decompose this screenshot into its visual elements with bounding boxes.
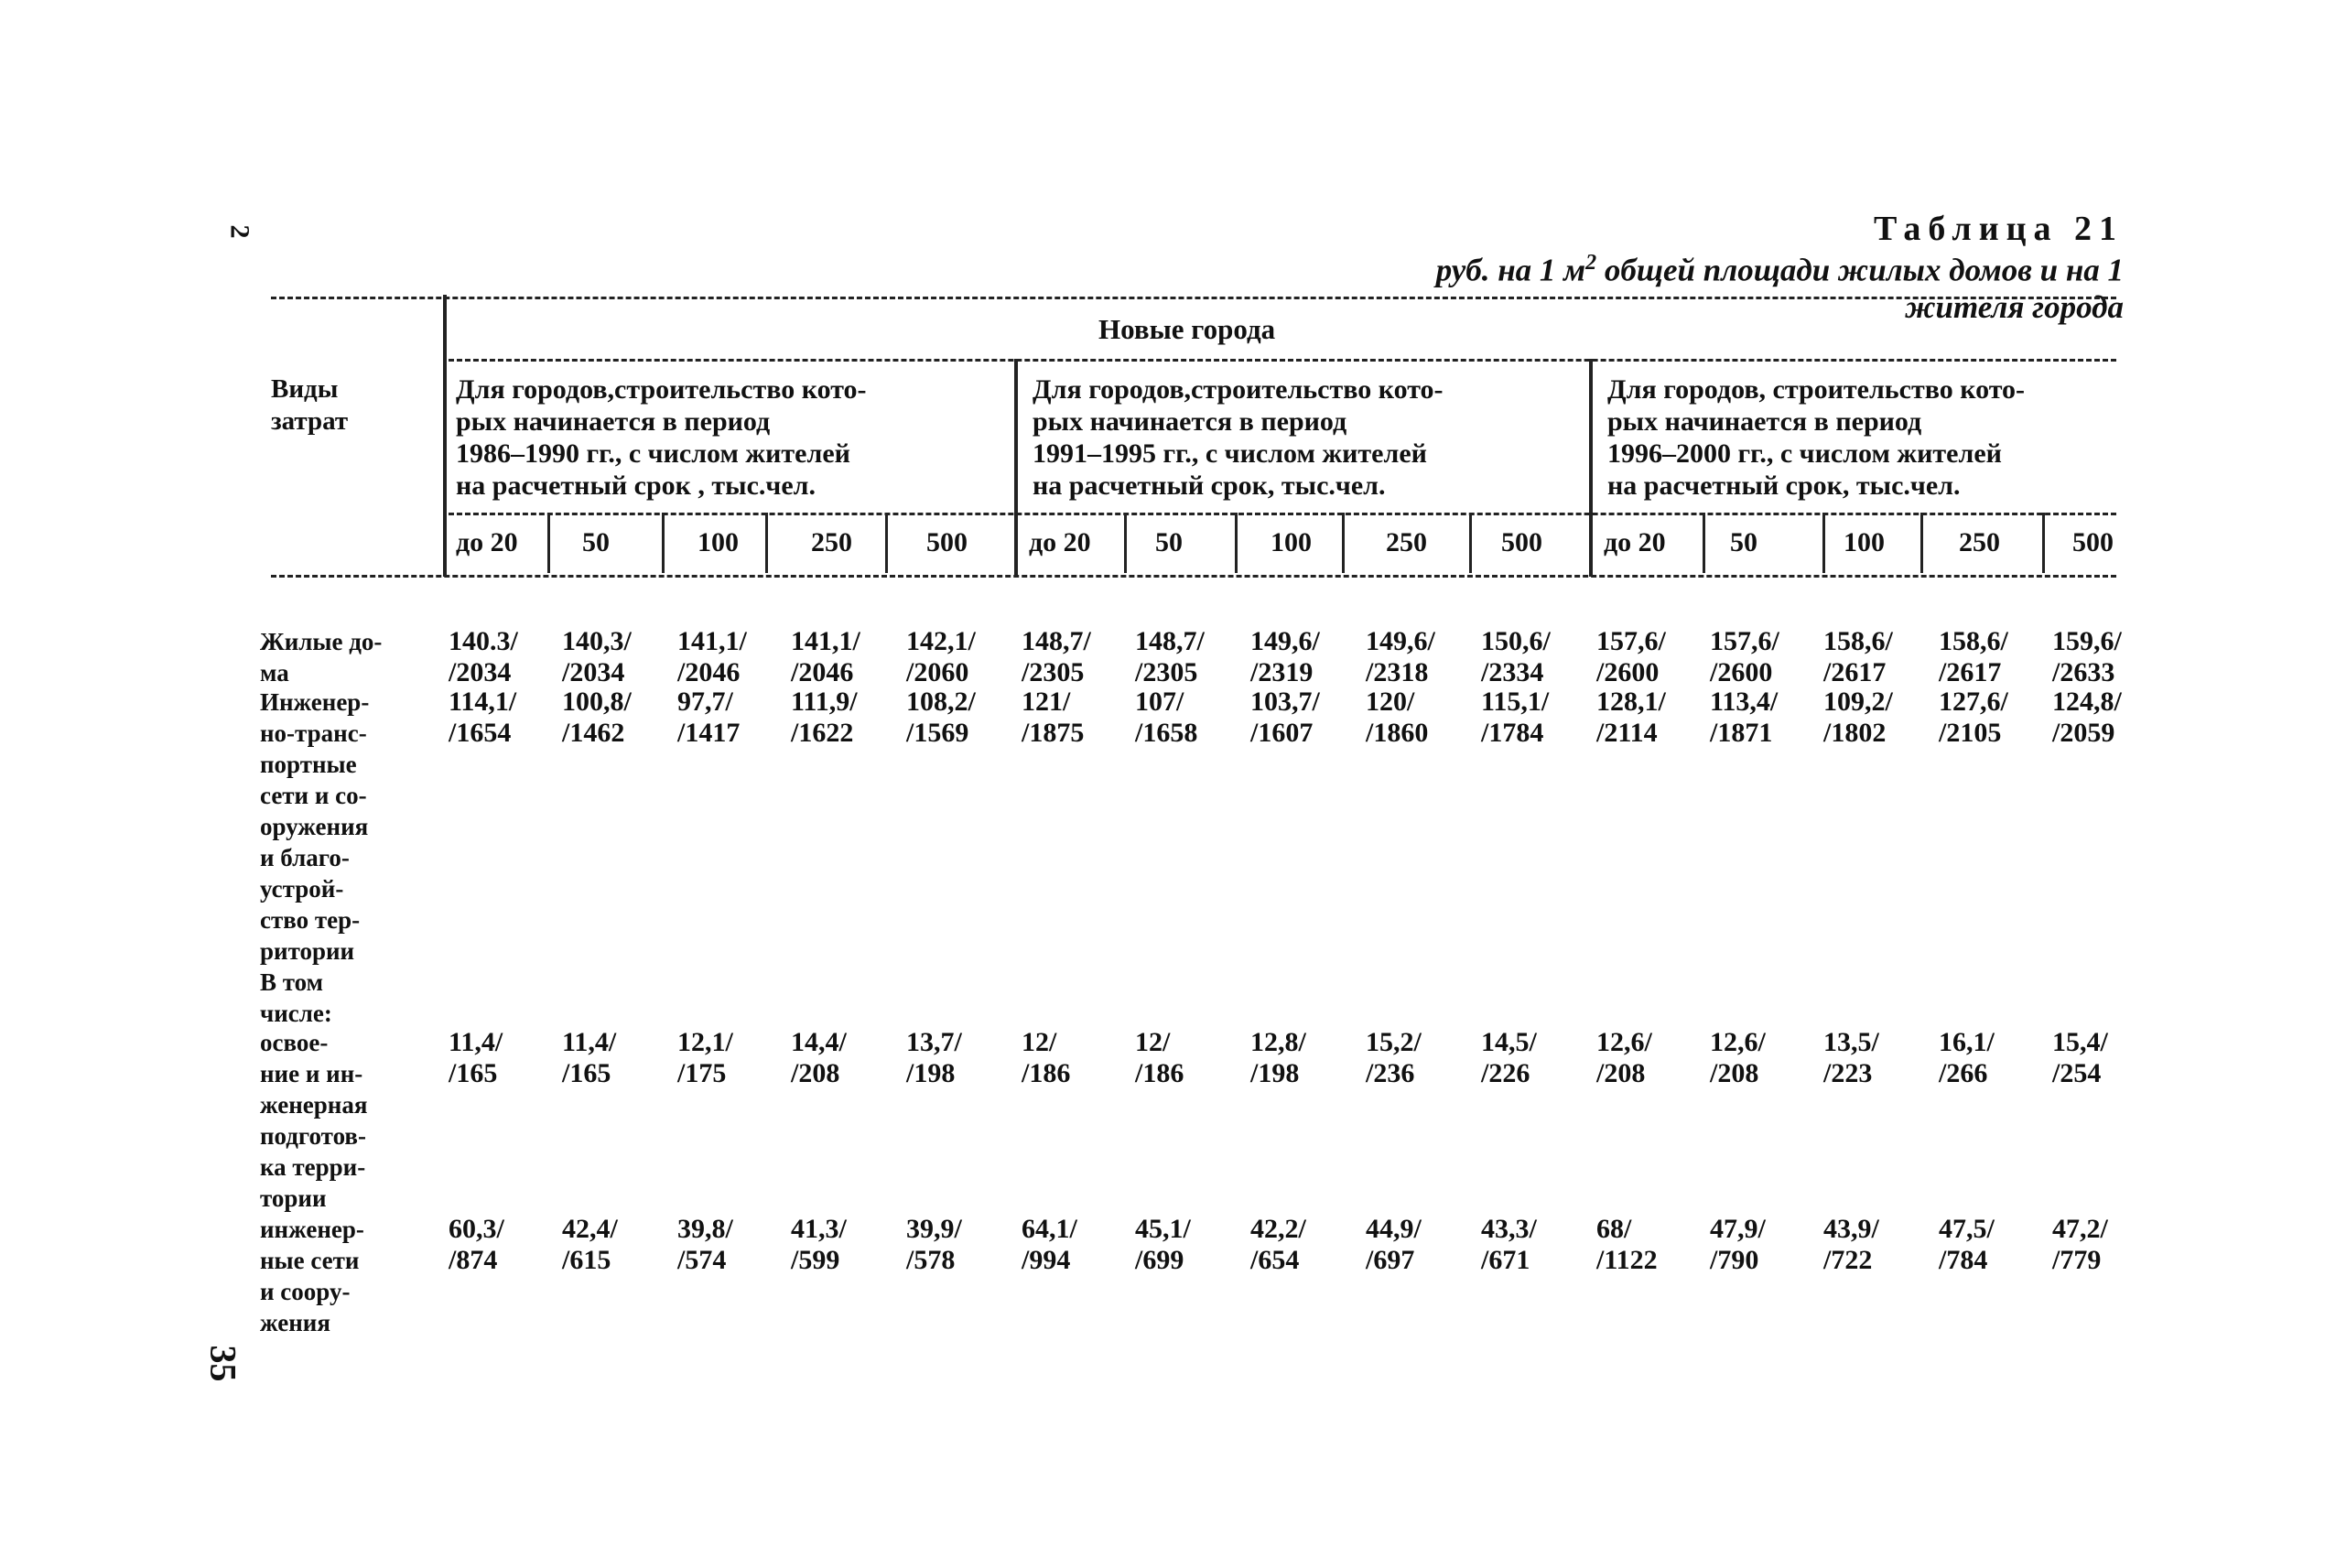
population-header: 50: [582, 527, 610, 557]
population-cell-border: [1124, 513, 1238, 573]
units-superscript: 2: [1585, 251, 1597, 275]
value-line: /722: [1823, 1245, 1873, 1275]
value-line: /165: [562, 1058, 611, 1088]
value-line: 42,4/: [562, 1214, 618, 1244]
value-line: /2059: [2052, 718, 2115, 748]
population-header: 250: [1959, 527, 2000, 557]
value-line: 111,9/: [791, 687, 858, 717]
page-number: 35: [202, 1345, 244, 1382]
value-line: /2046: [791, 657, 854, 687]
value-line: /1654: [449, 718, 512, 748]
row-label-line: и благо-: [260, 844, 350, 871]
value-line: 127,6/: [1939, 687, 2008, 717]
value-line: /671: [1481, 1245, 1530, 1275]
value-cell: [2052, 687, 2122, 749]
value-cell: [2052, 1214, 2108, 1276]
value-line: /2600: [1710, 657, 1773, 687]
value-cell: [1022, 687, 1084, 749]
period-header: Для городов,строительство кото- рых начинается в период 1991–1995 гг., с числом жителей на расчетный срок, тыс.чел.: [1033, 374, 1444, 501]
value-cell: [449, 687, 516, 749]
value-line: 157,6/: [1596, 626, 1666, 656]
value-line: /175: [677, 1058, 727, 1088]
value-line: 120/: [1366, 687, 1415, 717]
value-cell: [1366, 687, 1428, 749]
row-label-line: ка терри-: [260, 1153, 366, 1181]
row-label: [260, 687, 417, 967]
value-line: 60,3/: [449, 1214, 504, 1244]
value-line: /2105: [1939, 718, 2002, 748]
value-line: /1784: [1481, 718, 1544, 748]
value-line: /699: [1135, 1245, 1184, 1275]
value-cell: [449, 1027, 503, 1089]
population-header: до 20: [1029, 527, 1091, 557]
row-label-line: устрой-: [260, 875, 344, 903]
units-prefix: руб. на 1 м: [1435, 252, 1586, 288]
period-divider-1: [1014, 359, 1018, 577]
value-line: 47,9/: [1710, 1214, 1766, 1244]
value-line: /1122: [1596, 1245, 1658, 1275]
row-header-divider: [443, 295, 447, 577]
value-line: 45,1/: [1135, 1214, 1191, 1244]
row-label-line: подготов-: [260, 1122, 366, 1150]
value-cell: [1710, 687, 1778, 749]
population-cell-border: [1703, 513, 1825, 573]
value-cell: [1823, 687, 1893, 749]
value-line: 107/: [1135, 687, 1184, 717]
value-line: /208: [1596, 1058, 1646, 1088]
value-cell: [1823, 1027, 1879, 1089]
value-cell: [791, 687, 858, 749]
value-line: 109,2/: [1823, 687, 1893, 717]
value-line: /2305: [1022, 657, 1085, 687]
value-cell: [1135, 1214, 1191, 1276]
value-cell: [1710, 1214, 1766, 1276]
value-line: 140,3/: [562, 626, 632, 656]
value-cell: [1481, 687, 1549, 749]
value-line: /2633: [2052, 657, 2115, 687]
group-header: Новые города: [1098, 313, 1276, 345]
value-line: /874: [449, 1245, 498, 1275]
value-cell: [1022, 1027, 1070, 1089]
value-line: 114,1/: [449, 687, 517, 717]
value-line: /223: [1823, 1058, 1873, 1088]
value-cell: [1823, 626, 1893, 688]
value-line: /697: [1366, 1245, 1415, 1275]
value-cell: [906, 626, 976, 688]
row-label-line: сети и со-: [260, 782, 367, 809]
row-label-line: Инженер-: [260, 688, 370, 716]
population-header: 500: [1501, 527, 1542, 557]
row-label-line: но-транс-: [260, 719, 367, 747]
value-cell: [562, 1214, 618, 1276]
units-suffix: общей площади жилых домов и на 1 жителя города: [1596, 252, 2124, 325]
row-label-line: числе:: [260, 1000, 332, 1027]
value-line: 148,7/: [1022, 626, 1091, 656]
value-line: /198: [1250, 1058, 1300, 1088]
population-cell-border: [1342, 513, 1472, 573]
row-label-line: ние и ин-: [260, 1060, 363, 1087]
population-cell-border: [765, 513, 888, 573]
value-line: 158,6/: [1939, 626, 2008, 656]
value-line: 108,2/: [906, 687, 976, 717]
value-cell: [1366, 1027, 1422, 1089]
row-label-line: оружения: [260, 813, 369, 840]
value-cell: [1596, 626, 1666, 688]
value-line: /254: [2052, 1058, 2102, 1088]
row-label-line: освое-: [260, 1029, 329, 1056]
value-line: 97,7/: [677, 687, 733, 717]
value-line: 15,4/: [2052, 1027, 2108, 1057]
value-cell: [1939, 1027, 1995, 1089]
row-label-line: ство тер-: [260, 906, 361, 934]
value-line: /1417: [677, 718, 741, 748]
row-label: [260, 626, 417, 688]
value-line: 42,2/: [1250, 1214, 1306, 1244]
population-header: 500: [926, 527, 968, 557]
value-line: 148,7/: [1135, 626, 1205, 656]
value-cell: [1823, 1214, 1879, 1276]
value-line: 68/: [1596, 1214, 1632, 1244]
value-line: 142,1/: [906, 626, 976, 656]
value-line: 13,7/: [906, 1027, 962, 1057]
table-number: Таблица 21: [1873, 210, 2124, 248]
value-cell: [1250, 626, 1320, 688]
value-line: 12,6/: [1710, 1027, 1766, 1057]
value-cell: [1481, 1027, 1537, 1089]
row-label-line: портные: [260, 751, 357, 778]
value-line: 11,4/: [562, 1027, 617, 1057]
value-line: /1860: [1366, 718, 1429, 748]
value-line: /208: [1710, 1058, 1759, 1088]
value-line: /994: [1022, 1245, 1071, 1275]
value-cell: [1710, 1027, 1766, 1089]
value-cell: [2052, 626, 2122, 688]
value-line: 14,4/: [791, 1027, 847, 1057]
row-label-line: женерная: [260, 1091, 368, 1119]
value-line: 103,7/: [1250, 687, 1320, 717]
value-line: 39,8/: [677, 1214, 733, 1244]
table-top-rule: [271, 297, 2116, 299]
value-line: 44,9/: [1366, 1214, 1422, 1244]
value-line: 149,6/: [1250, 626, 1320, 656]
row-label-line: ритории: [260, 937, 355, 965]
value-line: 124,8/: [2052, 687, 2122, 717]
value-cell: [1596, 1214, 1658, 1276]
value-line: 64,1/: [1022, 1214, 1077, 1244]
population-cell-border: [547, 513, 665, 573]
value-line: /779: [2052, 1245, 2102, 1275]
value-line: /2046: [677, 657, 741, 687]
value-cell: [1135, 1027, 1184, 1089]
value-cell: [1022, 626, 1091, 688]
value-line: /790: [1710, 1245, 1759, 1275]
value-line: /574: [677, 1245, 727, 1275]
value-line: 12,1/: [677, 1027, 733, 1057]
period-header: Для городов,строительство кото- рых начинается в период 1986–1990 гг., с числом жителей на расчетный срок , тыс.чел.: [456, 374, 867, 501]
group-rule: [449, 359, 2116, 362]
value-line: 113,4/: [1710, 687, 1779, 717]
value-line: /2114: [1596, 718, 1658, 748]
row-label-line: В том: [260, 968, 324, 996]
value-line: /654: [1250, 1245, 1300, 1275]
value-line: /1802: [1823, 718, 1887, 748]
value-cell: [1710, 626, 1779, 688]
value-cell: [1939, 626, 2008, 688]
row-label-line: и соору-: [260, 1278, 351, 1305]
row-label-line: жения: [260, 1309, 330, 1336]
value-line: 115,1/: [1481, 687, 1550, 717]
value-cell: [1250, 1027, 1306, 1089]
value-cell: [906, 687, 976, 749]
value-line: 12/: [1135, 1027, 1171, 1057]
value-line: 15,2/: [1366, 1027, 1422, 1057]
value-cell: [1366, 1214, 1422, 1276]
value-cell: [562, 1027, 616, 1089]
row-label-line: инженер-: [260, 1216, 364, 1243]
value-line: 141,1/: [791, 626, 860, 656]
value-line: 47,5/: [1939, 1214, 1995, 1244]
value-cell: [1250, 687, 1320, 749]
table-caption: [1373, 209, 2124, 326]
value-line: 128,1/: [1596, 687, 1666, 717]
value-line: /186: [1135, 1058, 1184, 1088]
table-units: [1373, 251, 2124, 326]
period-divider-2: [1589, 359, 1593, 577]
value-cell: [1481, 626, 1551, 688]
row-label-line: тории: [260, 1184, 327, 1212]
value-cell: [2052, 1027, 2108, 1089]
population-cell-border: [1920, 513, 2045, 573]
value-cell: [1481, 1214, 1537, 1276]
population-header: до 20: [456, 527, 518, 557]
value-line: /1569: [906, 718, 969, 748]
value-cell: [791, 1027, 847, 1089]
population-header: 100: [1271, 527, 1312, 557]
value-line: /599: [791, 1245, 840, 1275]
value-line: /1607: [1250, 718, 1314, 748]
value-line: 43,9/: [1823, 1214, 1879, 1244]
value-cell: [1022, 1214, 1077, 1276]
value-cell: [791, 1214, 847, 1276]
value-line: /784: [1939, 1245, 1988, 1275]
value-line: 14,5/: [1481, 1027, 1537, 1057]
value-line: 121/: [1022, 687, 1071, 717]
value-cell: [1596, 687, 1666, 749]
value-line: 43,3/: [1481, 1214, 1537, 1244]
value-line: /266: [1939, 1058, 1988, 1088]
value-line: /2319: [1250, 657, 1314, 687]
value-line: 141,1/: [677, 626, 747, 656]
value-line: /2034: [449, 657, 512, 687]
value-cell: [906, 1027, 962, 1089]
value-cell: [1939, 687, 2008, 749]
value-cell: [677, 687, 740, 749]
value-line: /198: [906, 1058, 956, 1088]
value-cell: [1250, 1214, 1306, 1276]
value-line: 47,2/: [2052, 1214, 2108, 1244]
page-mark-top: 2: [224, 224, 255, 239]
value-cell: [677, 1214, 733, 1276]
value-cell: [449, 626, 518, 688]
value-line: 157,6/: [1710, 626, 1779, 656]
value-line: /2305: [1135, 657, 1198, 687]
row-label-line: Жилые до-: [260, 628, 383, 655]
value-line: 149,6/: [1366, 626, 1435, 656]
value-line: /2617: [1823, 657, 1887, 687]
population-header: 100: [698, 527, 739, 557]
value-line: /2600: [1596, 657, 1660, 687]
value-line: /236: [1366, 1058, 1415, 1088]
value-line: 41,3/: [791, 1214, 847, 1244]
row-header-label: Виды затрат: [271, 374, 349, 436]
value-line: 140.3/: [449, 626, 518, 656]
value-cell: [1596, 1027, 1652, 1089]
value-cell: [677, 626, 747, 688]
population-header: 250: [1386, 527, 1427, 557]
value-line: /165: [449, 1058, 498, 1088]
value-cell: [1135, 687, 1197, 749]
value-line: 159,6/: [2052, 626, 2122, 656]
row-label: [260, 1027, 417, 1214]
population-header: 500: [2072, 527, 2114, 557]
population-header: 50: [1155, 527, 1183, 557]
value-cell: [677, 1027, 733, 1089]
population-header: 100: [1844, 527, 1885, 557]
value-cell: [1366, 626, 1435, 688]
value-line: 13,5/: [1823, 1027, 1879, 1057]
row-label-line: ма: [260, 659, 289, 687]
value-cell: [1939, 1214, 1995, 1276]
value-cell: [562, 626, 632, 688]
row-label: [260, 967, 417, 1029]
value-line: /208: [791, 1058, 840, 1088]
value-line: 11,4/: [449, 1027, 503, 1057]
value-line: /1658: [1135, 718, 1198, 748]
value-line: /2318: [1366, 657, 1429, 687]
value-line: 39,9/: [906, 1214, 962, 1244]
value-line: 158,6/: [1823, 626, 1893, 656]
value-line: 16,1/: [1939, 1027, 1995, 1057]
value-line: /1875: [1022, 718, 1085, 748]
row-label: [260, 1214, 417, 1338]
header-bottom-rule: [271, 575, 2116, 578]
period-rule: [449, 513, 2116, 515]
value-line: 150,6/: [1481, 626, 1551, 656]
value-line: /2334: [1481, 657, 1544, 687]
row-label-line: ные сети: [260, 1247, 360, 1274]
period-header: Для городов, строительство кото- рых начинается в период 1996–2000 гг., с числом жителей на расчетный срок, тыс.чел.: [1607, 374, 2026, 501]
value-line: 12/: [1022, 1027, 1057, 1057]
value-line: /615: [562, 1245, 611, 1275]
population-header: до 20: [1604, 527, 1666, 557]
value-line: 12,6/: [1596, 1027, 1652, 1057]
value-line: /1622: [791, 718, 854, 748]
value-line: /2034: [562, 657, 625, 687]
value-cell: [1135, 626, 1205, 688]
value-cell: [791, 626, 860, 688]
value-line: 100,8/: [562, 687, 632, 717]
value-line: /226: [1481, 1058, 1530, 1088]
value-cell: [449, 1214, 504, 1276]
value-cell: [906, 1214, 962, 1276]
population-header: 50: [1730, 527, 1757, 557]
value-line: /1462: [562, 718, 625, 748]
population-header: 250: [811, 527, 852, 557]
value-line: /2060: [906, 657, 969, 687]
value-cell: [562, 687, 632, 749]
value-line: /2617: [1939, 657, 2002, 687]
value-line: /1871: [1710, 718, 1773, 748]
value-line: /578: [906, 1245, 956, 1275]
value-line: 12,8/: [1250, 1027, 1306, 1057]
value-line: /186: [1022, 1058, 1071, 1088]
